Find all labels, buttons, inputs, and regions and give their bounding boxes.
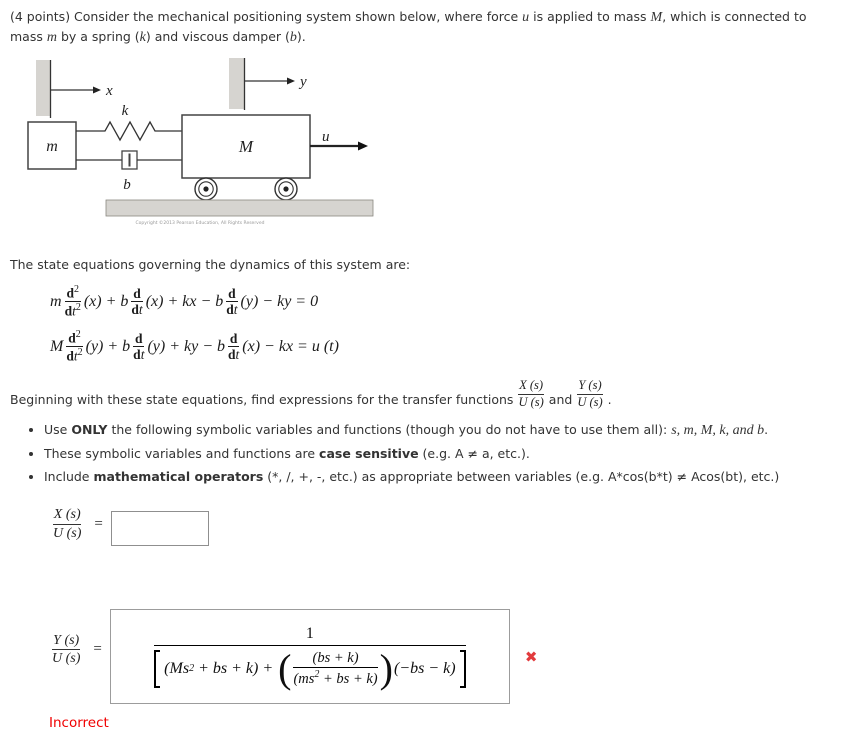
- y-over-u-fraction: $\frac{Y (s)}{U (s)}$: [52, 632, 81, 667]
- mechanical-system-diagram: [25, 55, 385, 230]
- submitted-answer-box: [110, 609, 510, 704]
- diagram-copyright: Copyright ©2013 Pearson Education, All Rights Reserved: [135, 221, 265, 226]
- instruction-text: Beginning with these state equations, find expressions for the transfer functions: [10, 392, 514, 408]
- first-derivative-fraction: d dt: [228, 330, 240, 363]
- var-u: u: [522, 10, 530, 25]
- denominator-term-3: (−bs − k): [393, 659, 456, 677]
- equals-sign: =: [94, 515, 103, 532]
- big-left-paren: (: [278, 645, 292, 691]
- x-axis-arrowhead: [93, 87, 101, 94]
- first-derivative-fraction: d dt: [226, 285, 238, 318]
- transfer-fraction-x: X (s) U (s): [518, 378, 544, 409]
- intro-text: is applied to mass: [529, 9, 651, 24]
- allowed-variables: s, m, M, k, and b: [671, 423, 765, 439]
- answer-row-x: [48, 506, 843, 550]
- answer-rules-list: [0, 421, 843, 485]
- y-axis-label: y: [300, 74, 307, 90]
- right-square-bracket: [460, 650, 466, 689]
- transfer-function-instruction: [10, 376, 843, 408]
- eq2-term3: (x) − kx = u (t): [242, 337, 339, 355]
- intro-text: by a spring (: [56, 29, 140, 44]
- eq2-term2: (y) + ky − b: [147, 337, 226, 355]
- force-u-arrowhead: [358, 142, 368, 151]
- incorrect-x-icon: ✖: [524, 647, 538, 666]
- state-equation-2: [50, 329, 843, 364]
- transfer-fraction-y: Y (s) U (s): [577, 378, 603, 409]
- rule-math-operators: • Include mathematical operators (*, /, +, -, etc.) as appropriate between variables (e.g. A*cos(b*t) ≠ Acos(bt), etc.): [44, 468, 843, 485]
- y-axis-arrowhead: [287, 78, 295, 85]
- answer-expression: [154, 625, 465, 690]
- intro-text: (4 points) Consider the mechanical positioning system shown below, where force: [10, 9, 523, 24]
- answer-numerator: 1: [305, 624, 314, 642]
- rule-symbolic-variables: • Use ONLY the following symbolic variables and functions (though you do not have to use them all): s, m, M, k, and b.: [44, 421, 843, 439]
- inner-fraction: (bs + k) ($ms^2$ + bs + k): [293, 649, 378, 688]
- wheel-right-icon: [275, 178, 297, 200]
- incorrect-status-label: Incorrect: [49, 715, 109, 732]
- spring-icon: [76, 122, 182, 140]
- x-axis-label: x: [106, 83, 113, 99]
- big-right-paren: ): [379, 645, 393, 691]
- ground: [106, 200, 373, 216]
- diagram-svg: [25, 55, 385, 230]
- answer-denominator: (Ms 2 + bs + k) + ( (bs + k) ($ms^2$ + bs + k) ) (−bs − k): [154, 645, 465, 690]
- denominator-term-1: (Ms: [164, 659, 190, 677]
- var-b: b: [289, 30, 297, 45]
- state-equations-caption: The state equations governing the dynamics of this system are:: [10, 257, 411, 272]
- eq1-term1: (x) + b: [83, 292, 129, 310]
- eq1-term2: (x) + kx − b: [145, 292, 224, 310]
- force-u-label: u: [322, 129, 330, 145]
- eq2-term1: (y) + b: [85, 337, 131, 355]
- rule-case-sensitive: • These symbolic variables and functions are case sensitive (e.g. A ≠ a, etc.).: [44, 445, 843, 462]
- eq1-lead: m: [50, 292, 62, 310]
- first-derivative-fraction: d dt: [131, 285, 143, 318]
- var-M: M: [650, 10, 663, 25]
- mass-m-label: m: [46, 138, 58, 155]
- mass-M-label: M: [238, 137, 254, 156]
- intro-text: , which is connected to mass: [10, 9, 807, 44]
- denominator-term-1b: + bs + k) +: [194, 659, 278, 677]
- state-equation-1: [50, 284, 843, 319]
- instruction-period: .: [607, 392, 612, 408]
- damper-b-label: b: [123, 177, 131, 193]
- var-k: k: [139, 30, 146, 45]
- transfer-function-x-input[interactable]: [111, 511, 209, 546]
- equals-sign: =: [93, 641, 102, 658]
- intro-text: ).: [296, 29, 306, 44]
- answer-row-y: [47, 609, 843, 704]
- left-wall: [36, 60, 50, 116]
- var-m: m: [46, 30, 57, 45]
- spring-k-label: k: [121, 103, 129, 119]
- problem-statement: [0, 0, 843, 47]
- second-derivative-fraction: $d^2$ $dt^2$: [64, 284, 81, 319]
- right-wall: [229, 58, 244, 109]
- left-square-bracket: [154, 650, 160, 689]
- first-derivative-fraction: d dt: [133, 330, 145, 363]
- instruction-and: and: [548, 392, 573, 408]
- eq2-lead: M: [50, 337, 64, 355]
- intro-text: ) and viscous damper (: [145, 29, 290, 44]
- x-over-u-fraction: $\frac{X (s)}{U (s)}$: [53, 507, 82, 541]
- wheel-left-icon: [195, 178, 217, 200]
- eq1-term3: (y) − ky = 0: [240, 292, 319, 310]
- second-derivative-fraction: $d^2$ $dt^2$: [66, 329, 83, 364]
